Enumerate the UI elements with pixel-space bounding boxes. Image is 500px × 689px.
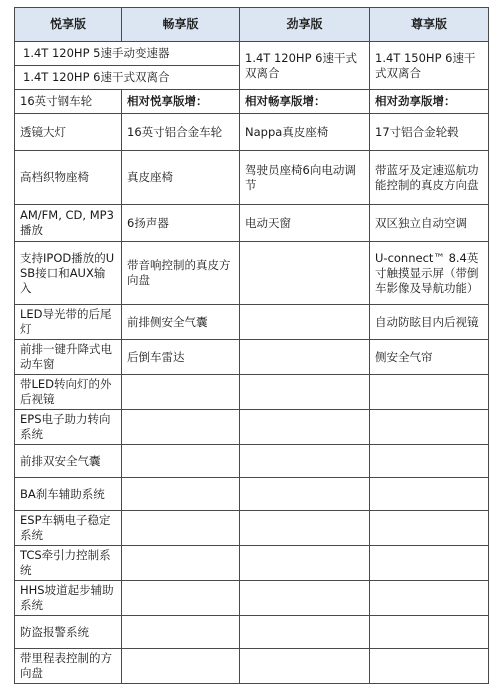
table-row [15, 581, 489, 616]
table-cell [240, 616, 370, 649]
table-cell [240, 511, 370, 546]
table-cell: Nappa真皮座椅 [240, 114, 370, 151]
table-row [15, 478, 489, 511]
table-cell [240, 581, 370, 616]
table-cell: 自动防眩目内后视镜 [370, 305, 489, 340]
table-row [15, 546, 489, 581]
table-cell [370, 581, 489, 616]
table-cell [240, 410, 370, 445]
table-cell: 侧安全气帘 [370, 340, 489, 375]
table-row [15, 410, 489, 445]
table-cell: 相对劲享版增： [370, 90, 489, 114]
table-row [15, 340, 489, 375]
table-body [15, 42, 489, 684]
table-cell [370, 478, 489, 511]
table-cell: 前排一键升降式电动车窗 [15, 340, 122, 375]
table-cell [240, 478, 370, 511]
engine-dct-cell: 1.4T 120HP 6速干式双离合 [15, 66, 240, 90]
table-cell: 带蓝牙及定速巡航功能控制的真皮方向盘 [370, 151, 489, 205]
table-cell [240, 242, 370, 305]
table-cell [122, 616, 240, 649]
table-cell [370, 410, 489, 445]
table-cell [370, 445, 489, 478]
table-cell: 6扬声器 [122, 205, 240, 242]
col-header-chang: 畅享版 [122, 8, 240, 42]
table-row [15, 511, 489, 546]
table-cell: 电动天窗 [240, 205, 370, 242]
table-cell: 前排双安全气囊 [15, 445, 122, 478]
table-cell: EPS电子助力转向系统 [15, 410, 122, 445]
table-cell: 前排侧安全气囊 [122, 305, 240, 340]
table-row [15, 242, 489, 305]
trim-comparison-table [14, 7, 489, 684]
table-cell [370, 546, 489, 581]
table-cell: TCS牵引力控制系统 [15, 546, 122, 581]
table-cell [370, 375, 489, 410]
header-row [15, 8, 489, 42]
table-cell [240, 546, 370, 581]
table-cell [122, 445, 240, 478]
table-row [15, 649, 489, 684]
engine-zun-cell: 1.4T 150HP 6速干式双离合 [370, 42, 489, 90]
table-cell: 相对悦享版增： [122, 90, 240, 114]
col-header-yue: 悦享版 [15, 8, 122, 42]
table-cell: 真皮座椅 [122, 151, 240, 205]
table-cell [370, 616, 489, 649]
table-cell: 后倒车雷达 [122, 340, 240, 375]
table-cell: 16英寸钢车轮 [15, 90, 122, 114]
table-cell [240, 340, 370, 375]
table-cell: U-connect™ 8.4英寸触摸显示屏（带倒车影像及导航功能） [370, 242, 489, 305]
table-row [15, 616, 489, 649]
table-cell: 双区独立自动空调 [370, 205, 489, 242]
table-cell: AM/FM, CD, MP3播放 [15, 205, 122, 242]
table-cell: ESP车辆电子稳定系统 [15, 511, 122, 546]
table-cell: 支持IPOD播放的USB接口和AUX输入 [15, 242, 122, 305]
table-cell: LED导光带的后尾灯 [15, 305, 122, 340]
table-cell: 相对畅享版增： [240, 90, 370, 114]
table-cell [122, 410, 240, 445]
table-cell [122, 478, 240, 511]
table-cell: 防盗报警系统 [15, 616, 122, 649]
table-row [15, 205, 489, 242]
table-cell: 高档织物座椅 [15, 151, 122, 205]
table-cell: HHS坡道起步辅助系统 [15, 581, 122, 616]
table-cell [240, 649, 370, 684]
table-row [15, 445, 489, 478]
table-cell: 带音响控制的真皮方向盘 [122, 242, 240, 305]
engine-row [15, 42, 489, 66]
table-cell [122, 581, 240, 616]
table-cell [122, 546, 240, 581]
table-cell [122, 511, 240, 546]
table-cell [240, 305, 370, 340]
col-header-zun: 尊享版 [370, 8, 489, 42]
table-cell: 17寸铝合金轮毂 [370, 114, 489, 151]
trim-comparison-sheet [14, 7, 488, 682]
col-header-jin: 劲享版 [240, 8, 370, 42]
engine-jin-cell: 1.4T 120HP 6速干式双离合 [240, 42, 370, 90]
table-row [15, 114, 489, 151]
table-row [15, 305, 489, 340]
table-cell [240, 445, 370, 478]
table-cell: 带里程表控制的方向盘 [15, 649, 122, 684]
table-cell [370, 511, 489, 546]
table-cell [240, 375, 370, 410]
table-cell: 驾驶员座椅6向电动调节 [240, 151, 370, 205]
table-cell: 带LED转向灯的外后视镜 [15, 375, 122, 410]
table-row [15, 151, 489, 205]
engine-manual-cell: 1.4T 120HP 5速手动变速器 [15, 42, 240, 66]
table-cell: 16英寸铝合金车轮 [122, 114, 240, 151]
table-cell: BA刹车辅助系统 [15, 478, 122, 511]
table-row [15, 375, 489, 410]
table-cell [370, 649, 489, 684]
table-cell [122, 649, 240, 684]
table-cell [122, 375, 240, 410]
table-cell: 透镜大灯 [15, 114, 122, 151]
table-row [15, 90, 489, 114]
